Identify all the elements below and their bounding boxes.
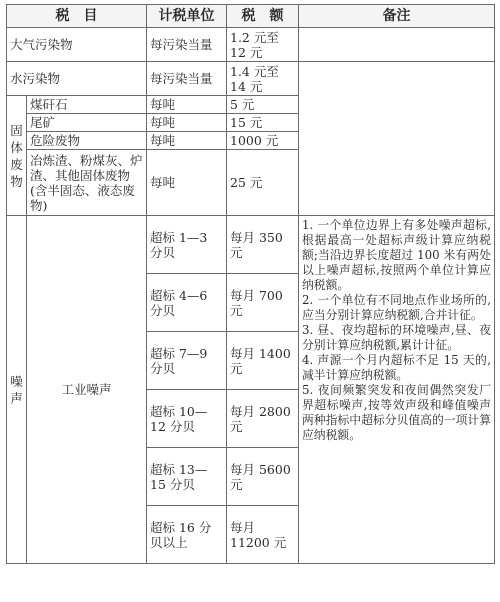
unit-solid: 每吨 — [147, 150, 227, 216]
note-item: 2. 一个单位有不同地点作业场所的,应当分别计算应纳税额,合并计征。 — [302, 293, 491, 322]
header-remarks: 备注 — [299, 5, 495, 28]
item-solid: 冶炼渣、粉煤灰、炉渣、其他固体废物(含半固态、液态废物) — [27, 150, 147, 216]
unit-noise: 超标 16 分贝以上 — [147, 506, 227, 564]
amount-solid: 1000 元 — [227, 132, 299, 150]
environmental-tax-table — [6, 4, 495, 564]
item-air: 大气污染物 — [7, 28, 147, 62]
unit-air: 每污染当量 — [147, 28, 227, 62]
unit-solid: 每吨 — [147, 96, 227, 114]
unit-noise: 超标 13—15 分贝 — [147, 448, 227, 506]
table-row-air — [7, 28, 495, 62]
note-item: 5. 夜间频繁突发和夜间偶然突发厂界超标噪声,按等效声级和峰值噪声两种指标中超标分贝值高的一项计算应纳税额。 — [302, 383, 491, 442]
table-row-water — [7, 62, 495, 96]
table-row-noise — [7, 216, 495, 274]
remarks-air — [299, 28, 495, 62]
unit-water: 每污染当量 — [147, 62, 227, 96]
note-item: 3. 昼、夜均超标的环境噪声,昼、夜分别计算应纳税额,累计计征。 — [302, 323, 491, 352]
note-item: 1. 一个单位边界上有多处噪声超标,根据最高一处超标声级计算应纳税额;当沿边界长度超过 100 米有两处以上噪声超标,按照两个单位计算应纳税额。 — [302, 218, 491, 292]
amount-noise: 每月 350 元 — [227, 216, 299, 274]
item-noise: 工业噪声 — [27, 216, 147, 564]
amount-air: 1.2 元至 12 元 — [227, 28, 299, 62]
category-solid: 固体废物 — [7, 96, 27, 216]
unit-noise: 超标 4—6 分贝 — [147, 274, 227, 332]
unit-noise: 超标 10—12 分贝 — [147, 390, 227, 448]
amount-noise: 每月 11200 元 — [227, 506, 299, 564]
amount-noise: 每月 2800 元 — [227, 390, 299, 448]
item-solid: 尾矿 — [27, 114, 147, 132]
item-solid: 危险废物 — [27, 132, 147, 150]
amount-noise: 每月 5600 元 — [227, 448, 299, 506]
item-water: 水污染物 — [7, 62, 147, 96]
note-item: 4. 声源一个月内超标不足 15 天的,减半计算应纳税额。 — [302, 353, 491, 382]
amount-solid: 5 元 — [227, 96, 299, 114]
item-solid: 煤矸石 — [27, 96, 147, 114]
header-amount: 税 额 — [227, 5, 299, 28]
remarks-water-solid — [299, 62, 495, 216]
amount-noise: 每月 1400 元 — [227, 332, 299, 390]
header-item: 税 目 — [7, 5, 147, 28]
header-row — [7, 5, 495, 28]
unit-solid: 每吨 — [147, 132, 227, 150]
amount-water: 1.4 元至 14 元 — [227, 62, 299, 96]
amount-solid: 25 元 — [227, 150, 299, 216]
tax-table-container — [6, 4, 495, 564]
remarks-noise — [299, 216, 495, 564]
unit-noise: 超标 1—3 分贝 — [147, 216, 227, 274]
amount-noise: 每月 700 元 — [227, 274, 299, 332]
amount-solid: 15 元 — [227, 114, 299, 132]
unit-solid: 每吨 — [147, 114, 227, 132]
unit-noise: 超标 7—9 分贝 — [147, 332, 227, 390]
category-noise: 噪声 — [7, 216, 27, 564]
header-unit: 计税单位 — [147, 5, 227, 28]
